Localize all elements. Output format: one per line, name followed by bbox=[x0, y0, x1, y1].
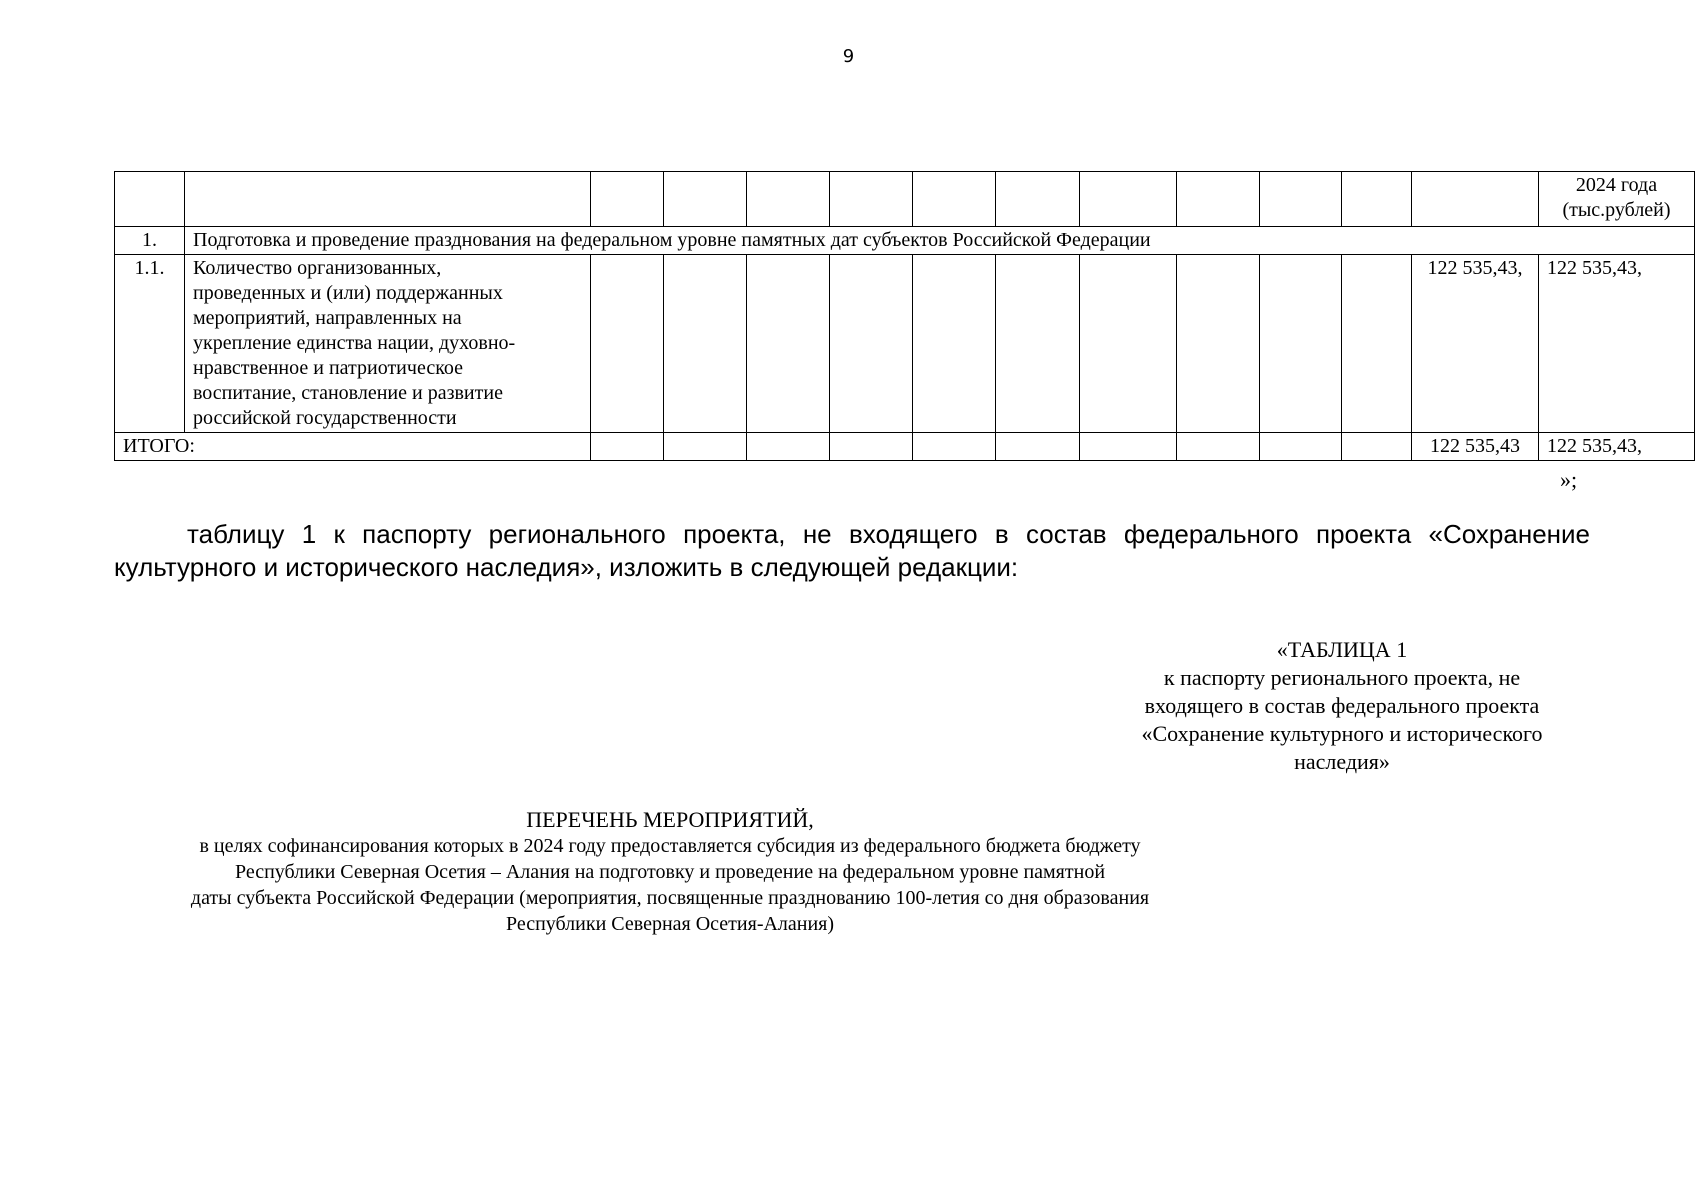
table-cell bbox=[913, 255, 996, 433]
table-cell bbox=[1177, 433, 1260, 461]
table-cell bbox=[1342, 255, 1412, 433]
table-cell bbox=[1080, 255, 1177, 433]
table-cell bbox=[996, 255, 1080, 433]
table-cell bbox=[996, 433, 1080, 461]
table-cell bbox=[591, 255, 664, 433]
table-caption bbox=[1102, 636, 1582, 776]
item-value-cell: 122 535,43, bbox=[1412, 255, 1539, 433]
item-description-line: укрепление единства нации, духовно- bbox=[193, 332, 516, 354]
table-cell bbox=[591, 172, 664, 227]
table-cell bbox=[913, 433, 996, 461]
table-cell bbox=[830, 172, 913, 227]
table-cell bbox=[1177, 172, 1260, 227]
item-description-line: проведенных и (или) поддержанных bbox=[193, 282, 503, 304]
item-description-line: воспитание, становление и развитие bbox=[193, 382, 503, 404]
total-value-cell: 122 535,43 bbox=[1412, 433, 1539, 461]
caption-line: входящего в состав федерального проекта bbox=[1144, 693, 1540, 718]
list-subtitle-line: Республики Северная Осетия – Алания на подготовку и проведение на федеральном уровне памятной bbox=[234, 861, 1106, 883]
header-unit-line: (тыс.рублей) bbox=[1562, 199, 1671, 221]
table-cell bbox=[1260, 172, 1342, 227]
section-title: Подготовка и проведение празднования на федеральном уровне памятных дат субъектов Российской Федерации bbox=[185, 227, 1695, 255]
table-cell bbox=[664, 255, 747, 433]
table-cell bbox=[830, 255, 913, 433]
table-cell bbox=[185, 172, 591, 227]
table-cell bbox=[115, 172, 185, 227]
table-cell bbox=[1342, 172, 1412, 227]
table-cell bbox=[913, 172, 996, 227]
caption-line: «Сохранение культурного и исторического bbox=[1141, 721, 1543, 746]
total-label: ИТОГО: bbox=[115, 433, 591, 461]
list-subtitle-line: даты субъекта Российской Федерации (мероприятия, посвященные празднованию 100-летия со дня образования bbox=[190, 887, 1150, 909]
header-year-line: 2024 года bbox=[1575, 174, 1658, 196]
item-description-line: российской государственности bbox=[193, 407, 457, 429]
table-cell bbox=[591, 433, 664, 461]
caption-line: наследия» bbox=[1294, 749, 1390, 774]
table-cell bbox=[747, 255, 830, 433]
total-sum-cell: 122 535,43, bbox=[1539, 433, 1695, 461]
table-cell bbox=[1342, 433, 1412, 461]
table-cell bbox=[747, 433, 830, 461]
section-number: 1. bbox=[115, 227, 185, 255]
item-description bbox=[185, 255, 591, 433]
table-cell bbox=[996, 172, 1080, 227]
body-paragraph: таблицу 1 к паспорту регионального проекта, не входящего в состав федерального проекта «Сохранение культурного и исторического наследия», изложить в следующей редакции: bbox=[114, 519, 1590, 582]
table-cell bbox=[664, 433, 747, 461]
list-subtitle-line: в целях софинансирования которых в 2024 году предоставляется субсидия из федерального бюджета бюджету bbox=[199, 835, 1141, 857]
item-description-line: нравственное и патриотическое bbox=[193, 357, 464, 379]
item-description-line: мероприятий, направленных на bbox=[193, 307, 462, 329]
table-section-row bbox=[115, 227, 1695, 255]
table-cell bbox=[830, 433, 913, 461]
table-cell bbox=[664, 172, 747, 227]
table-cell bbox=[1080, 172, 1177, 227]
table-cell bbox=[1412, 172, 1539, 227]
table-header-row bbox=[115, 172, 1695, 227]
list-title: ПЕРЕЧЕНЬ МЕРОПРИЯТИЙ, bbox=[526, 807, 814, 832]
table-cell bbox=[1260, 255, 1342, 433]
table-cell bbox=[1260, 433, 1342, 461]
table-cell bbox=[747, 172, 830, 227]
item-number: 1.1. bbox=[115, 255, 185, 433]
item-total-cell: 122 535,43, bbox=[1539, 255, 1695, 433]
table-cell bbox=[1080, 433, 1177, 461]
list-subtitle-line: Республики Северная Осетия-Алания) bbox=[505, 913, 835, 935]
caption-line: к паспорту регионального проекта, не bbox=[1163, 665, 1521, 690]
list-subtitle bbox=[0, 833, 1340, 937]
caption-line: «ТАБЛИЦА 1 bbox=[1276, 637, 1408, 662]
table-total-row bbox=[115, 433, 1695, 461]
page-number: 9 bbox=[842, 46, 855, 67]
header-year-cell bbox=[1539, 172, 1695, 227]
activities-table bbox=[114, 171, 1695, 461]
table-cell bbox=[1177, 255, 1260, 433]
item-description-line: Количество организованных, bbox=[193, 257, 442, 279]
closing-quote: »; bbox=[1560, 467, 1578, 492]
table-row bbox=[115, 255, 1695, 433]
